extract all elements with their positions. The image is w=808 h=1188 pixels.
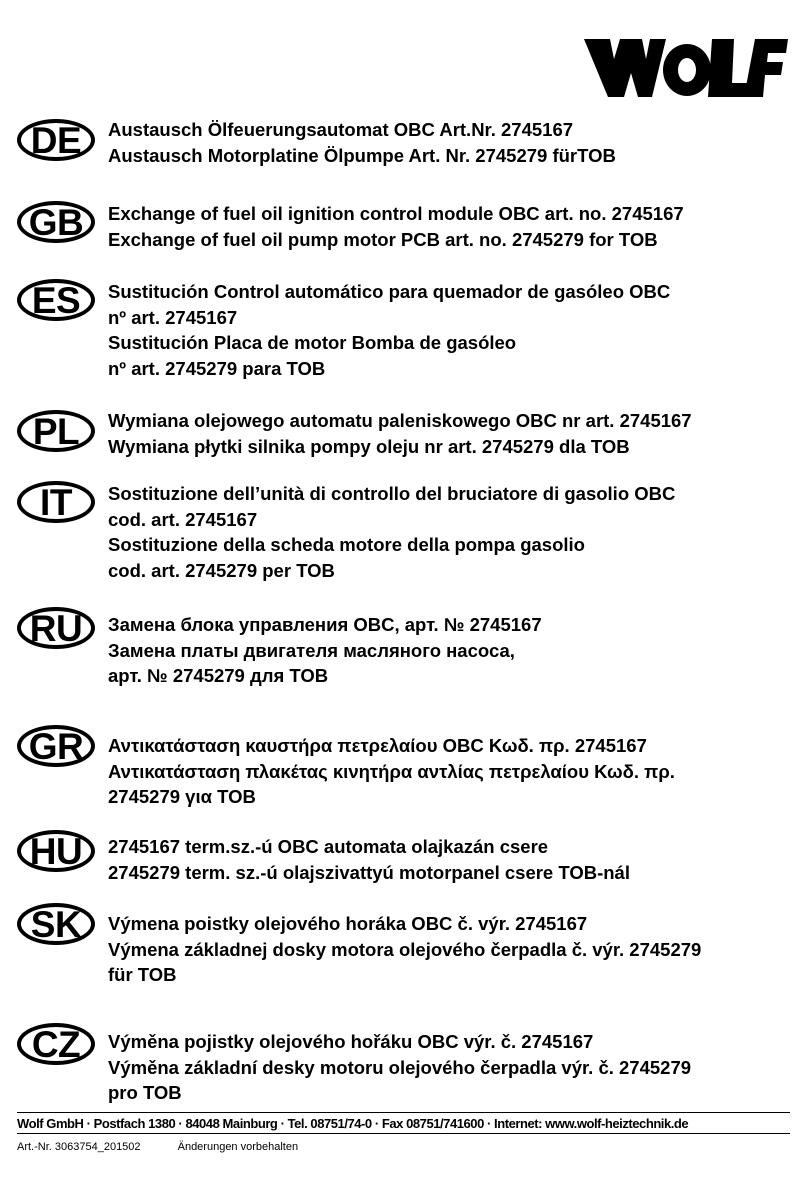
text-line: cod. art. 2745279 per TOB [108, 559, 335, 581]
text-line: für TOB [108, 964, 177, 985]
text-line: Výmena základnej dosky motora olejového čerpadla č. výr. 2745279 [108, 938, 702, 960]
language-badge: PL [17, 410, 95, 452]
footer-divider [17, 1112, 790, 1113]
footer-meta [17, 1141, 298, 1153]
language-badge: CZ [17, 1023, 95, 1065]
text-line: Výmena poistky olejového horáka OBC č. výr. 2745167 [108, 913, 588, 934]
text-line: Замена платы двигателя масляного насоса, [108, 639, 515, 661]
changes-note: Änderungen vorbehalten [177, 1141, 299, 1153]
footer-divider [17, 1133, 790, 1134]
text-line: Замена блока управления OBC, арт. № 2745167 [108, 614, 542, 635]
text-line: nº art. 2745279 para TOB [108, 357, 326, 379]
article-number: Art.-Nr. 3063754_201502 [17, 1141, 141, 1153]
text-line: pro TOB [108, 1082, 182, 1103]
text-line: Výměna pojistky olejového hořáku OBC výr. č. 2745167 [108, 1031, 594, 1052]
text-line: 2745167 term.sz.-ú OBC automata olajkazán csere [108, 836, 549, 857]
footer-address: Wolf GmbH · Postfach 1380 · 84048 Mainburg · Tel. 08751/74-0 · Fax 08751/741600 · Internet: www.wolf-heiztechnik.de [17, 1116, 689, 1131]
text-line: 2745279 για TOB [108, 786, 256, 807]
language-badge: GB [17, 201, 95, 243]
text-line: cod. art. 2745167 [108, 508, 258, 530]
language-badge: IT [17, 481, 95, 523]
language-badge: GR [17, 725, 95, 767]
language-badge: RU [17, 607, 95, 649]
language-badge: ES [17, 279, 95, 321]
text-line: Austausch Ölfeuerungsautomat OBC Art.Nr. 2745167 [108, 119, 574, 140]
text-line: nº art. 2745167 [108, 306, 238, 328]
text-line: Αντικατάσταση πλακέτας κινητήρα αντλίας πετρελαίου Κωδ. πρ. [108, 760, 675, 782]
text-line: Wymiana płytki silnika pompy oleju nr art. 2745279 dla TOB [108, 435, 630, 457]
text-line: Sostituzione dell’unità di controllo del bruciatore di gasolio OBC [108, 483, 676, 504]
text-line: Exchange of fuel oil pump motor PCB art. no. 2745279 for TOB [108, 228, 658, 250]
text-line: Αντικατάσταση καυστήρα πετρελαίου OBC Κωδ. πρ. 2745167 [108, 735, 647, 756]
language-badge: HU [17, 830, 95, 872]
wolf-logo [584, 37, 788, 99]
text-line: Sustitución Control automático para quemador de gasóleo OBC [108, 281, 671, 302]
language-badge: DE [17, 119, 95, 161]
text-line: Wymiana olejowego automatu paleniskowego OBC nr art. 2745167 [108, 410, 692, 431]
text-line: Sustitución Placa de motor Bomba de gasóleo [108, 332, 517, 353]
text-line: Výměna základní desky motoru olejového čerpadla výr. č. 2745279 [108, 1056, 692, 1078]
text-line: 2745279 term. sz.-ú olajszivattyú motorpanel csere TOB-nál [108, 861, 630, 883]
text-line: Sostituzione della scheda motore della pompa gasolio [108, 534, 585, 555]
language-badge: SK [17, 903, 95, 945]
text-line: Austausch Motorplatine Ölpumpe Art. Nr. 2745279 fürTOB [108, 144, 616, 166]
text-line: арт. № 2745279 для TOB [108, 665, 329, 686]
text-line: Exchange of fuel oil ignition control module OBC art. no. 2745167 [108, 203, 684, 224]
